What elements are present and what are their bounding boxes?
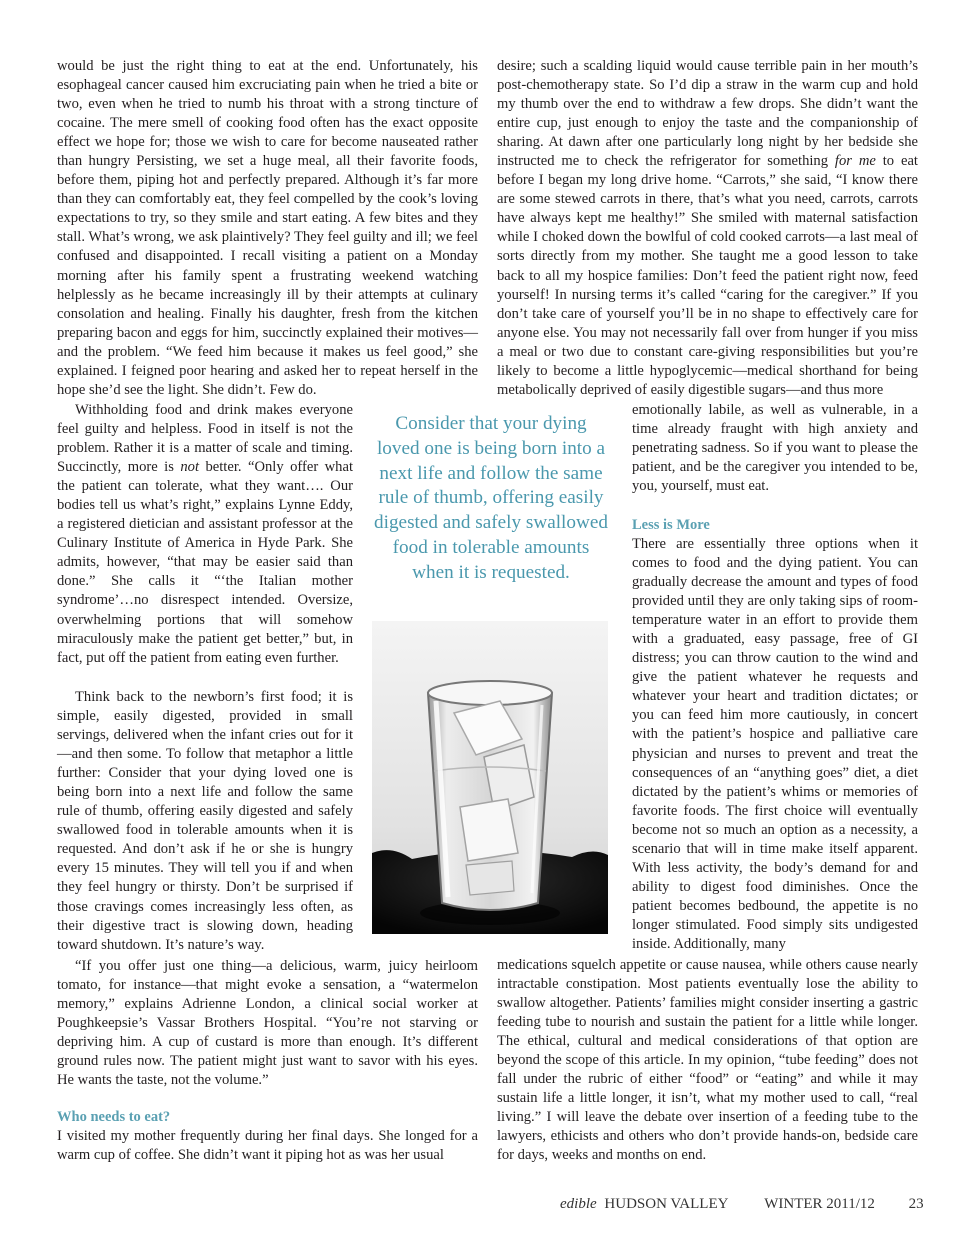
left-paragraph-1: would be just the right thing to eat at the end. Unfortunately, his esophageal cancer caused him excruciating pain when he tried a bite or two, even when he tried to numb his throat with a strong tincture of cocaine. The mere smell of cooking food often has the exact opposite effect we hope for; those we wish to care for become nauseated rather than hungry Persisting, we set a huge meal, all their favorite foods, before them, piping hot and perfectly prepared. Although it’s far more than they can comfortably eat, they feel compelled by the cook’s loving expectations to try, so they smile and start eating. A few bites and they stall. What’s wrong, we ask plaintively? They feel guilty and ill; we feel confused and disappointed. I recall visiting a patient on a Monday morning after his family spent a frustrating weekend watching helplessly as he became increasingly ill by their attempts at culinary consolation and healing. Finally his daughter, fresh from the kitchen preparing bacon and eggs for him, succinctly explained their motives—and the problem. “We feed him because it makes us feel good,” she explained. I feigned poor hearing and asked her to repeat herself in the hope she’d see the light. She didn’t. Few do. [57,58,478,398]
ice-water-glass-photo [372,621,608,934]
pull-quote: Consider that your dying loved one is being born into a next life and follow the same rule of thumb, offering easily digested and safely swallowed food in tolerable amounts when it is requested. [374,413,608,583]
footer-brand-italic: edible [560,1196,597,1212]
right-paragraph-1: desire; such a scalding liquid would cause terrible pain in her mouth’s post-chemotherapy state. So I’d dip a straw in the warm cup and hold my thumb over the end to withdraw a few drops. She didn’t want the entire cup, just enough to enjoy the taste and the companionship of sharing. At dawn after one particularly long night by her bedside she instructed me to check the refrigerator for something for me to eat before I began my long drive home. “Carrots,” she said, “I know there are some stewed carrots in there, that’s what you need, carrots, carrots have always kept me healthy!” She smiled with maternal satisfaction while I choked down the bowlful of cold cooked carrots—a last meal of sorts directly from my mother. She taught me a good lesson to take back to all my hospice families: Don’t feed the patient right now, feed yourself! In nursing terms it’s called “caring for the caregiver.” If you don’t take care of yourself you’ll be in no shape to effectively care for anyone else. You may not necessarily fall over from hunger if you miss a meal or two due to constant care-giving responsibilities but you’re likely to become a little hypoglycemic—medical shorthand for being metabolically deprived of easily digestible sugars—and thus more [497,58,918,398]
right-paragraph-1-continued: emotionally labile, as well as vulnerable, in a time already fraught with high anxiety and penetrating sadness. So if you want to please the patient, and be the caregiver you intended to be, you, yourself, must eat. [632,402,918,495]
right-paragraph-2-continued: medications squelch appetite or cause nausea, while others cause nearly intractable constipation. Most patients eventually lose the ability to swallow altogether. Patients’ families might consider inserting a gastric feeding tube to nourish and sustain the patient for a little while longer. The ethical, cultural and medical considerations of that option are beyond the scope of this article. In my opinion, “tube feeding” does not fall under the rubric of either “food” or “eating” and while it may sustain life a little longer, it isn’t, what my mother used to call, “real living.” I will leave the debate over insertion of a feeding tube to the lawyers, ethicists and others who don’t provide hands-on, bedside care for days, weeks and months on end. [497,957,918,1164]
right-paragraph-2: There are essentially three options when it comes to food and the dying patient. You can gradually decrease the amount and types of food provided until they are only taking sips of room-temperature water in an effort to provide them with a graduated, easy passage, free of GI distress; you can throw caution to the wind and give the patient whatever he requests and whatever your heart and tradition dictates; or you can feed him more cautiously, in concert with the patient’s hospice and palliative care physician and nurses to prevent and treat the consequences of an “anything goes” diet, a diet dictated by the patient’s whims or memories of favorite foods. The first choice will eventually become not so much an option as a necessity, a scenario that will in time make itself apparent. With less activity, the body’s demand for and ability to digest food diminishes. Once the patient becomes bedbound, the appetite is no longer stimulated. Food simply sits undigested inside. Additionally, many [632,536,918,952]
page-footer [560,1196,924,1213]
section-heading-less-is-more: Less is More [632,517,710,533]
left-paragraph-2: Withholding food and drink makes everyone feel guilty and helpless. Food in itself is not the problem. Rather it is a matter of scale and timing. Succinctly, more is not better. “Only offer what the patient can tolerate, what they want…. Our bodies tell us what’s right,” explains Lynne Eddy, a registered dietician and assistant professor at the Culinary Institute of America in Hyde Park. She admits, however, “that may be easier said than done.” She calls it “‘the Italian mother syndrome’…no disrespect intended. Oversize, overwhelming portions that will somehow miraculously make the patient get better,” but, in fact, put off the patient from eating even further. [57,402,354,666]
page-number: 23 [908,1196,924,1212]
section-heading-who-needs-to-eat: Who needs to eat? [57,1109,171,1125]
glass-illustration [372,621,608,934]
left-paragraph-4: “If you offer just one thing—a delicious, warm, juicy heirloom tomato, for instance—that might evoke a sensation, a “watermelon memory,” explains Adrienne London, a clinical social worker at Poughkeepsie’s Vassar Brothers Hospital. “You’re not starving or depriving him. A cup of custard is more than enough. It’s different ground rules now. The patient might just want to savor with his eyes. He wants the taste, not the volume.” [57,958,478,1089]
footer-issue: WINTER 2011/12 [764,1196,875,1212]
left-paragraph-3: Think back to the newborn’s first food; it is simple, easily digested, provided in small servings, delivered when the infant cries out for it—and then some. To follow that metaphor a little further: Consider that your dying loved one is being born into a next life and follow the same rule of thumb, offering easily digested and safely swallowed food in tolerable amounts when it is requested. And don’t ask if he or she is hungry every 15 minutes. They will tell you if and when they feel hungry or thirsty. Don’t be surprised if those cravings comes increasingly less often, as their digestive tract is slowing down, heading toward shutdown. It’s nature’s way. [57,689,353,953]
left-paragraph-5: I visited my mother frequently during her final days. She longed for a warm cup of coffee. She didn’t want it piping hot as was her usual [57,1128,478,1164]
footer-brand: HUDSON VALLEY [604,1196,729,1212]
